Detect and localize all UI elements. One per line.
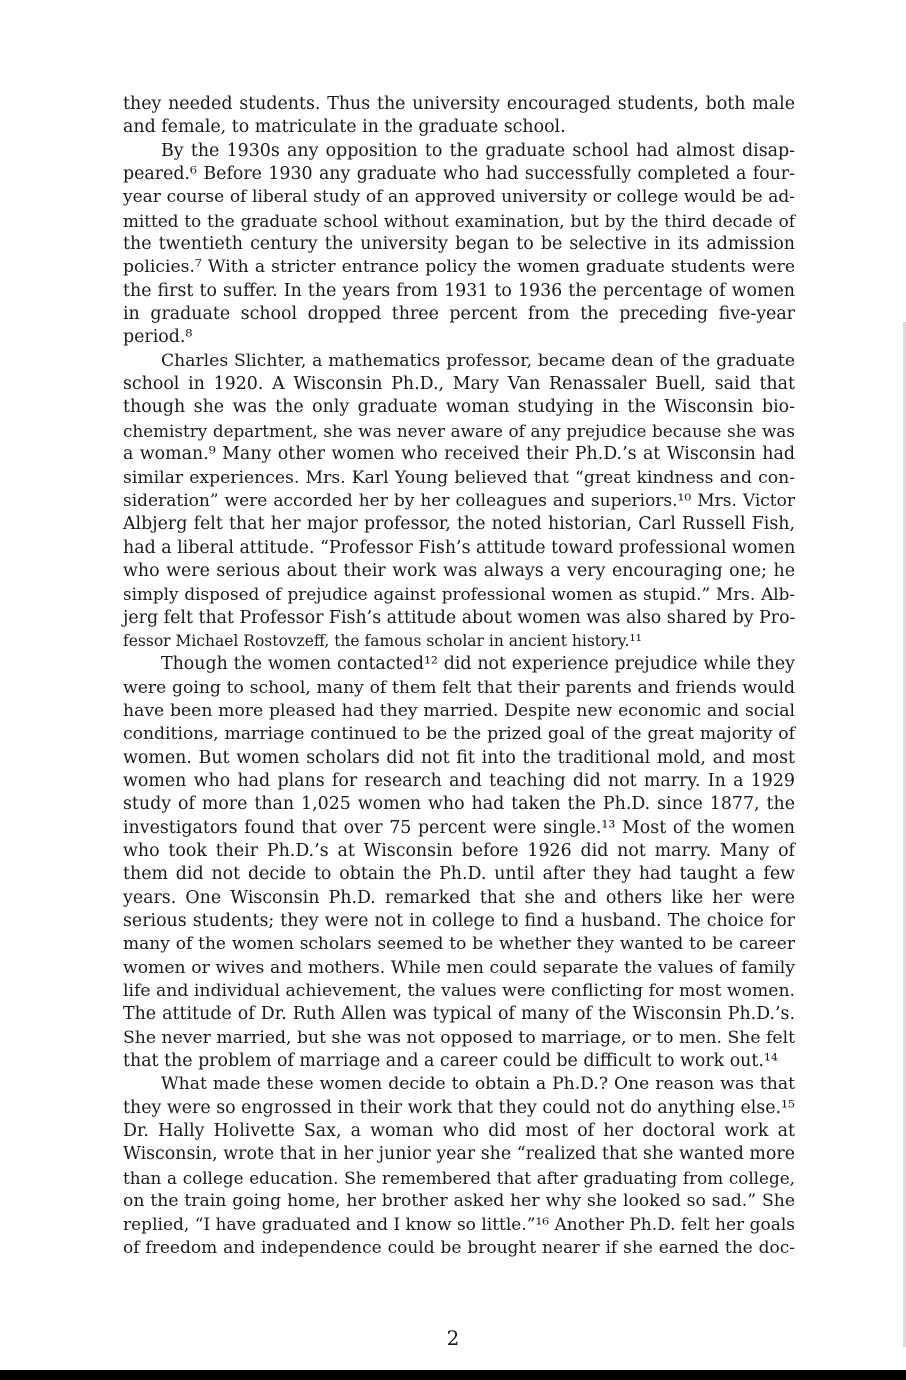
text-line: She never married, but she was not opposed to marriage, or to men. She felt xyxy=(123,1027,795,1048)
text-line: of freedom and independence could be brought nearer if she earned the doc- xyxy=(123,1237,795,1258)
text-line: who were serious about their work was always a very encouraging one; he xyxy=(123,560,795,581)
text-line: similar experiences. Mrs. Karl Young believed that “great kindness and con- xyxy=(123,467,795,488)
text-line: though she was the only graduate woman studying in the Wisconsin bio- xyxy=(123,397,795,418)
text-line: women who had plans for research and teaching did not marry. In a 1929 xyxy=(123,770,795,791)
text-line: Dr. Hally Holivette Sax, a woman who did most of her doctoral work at xyxy=(123,1121,795,1142)
text-line: school in 1920. A Wisconsin Ph.D., Mary Van Renassaler Buell, said that xyxy=(123,374,795,395)
text-line: who took their Ph.D.’s at Wisconsin before 1926 did not marry. Many of xyxy=(123,841,795,861)
text-line: in graduate school dropped three percent from the preceding five-year xyxy=(123,304,795,325)
text-line: have been more pleased had they married. Despite new economic and social xyxy=(123,700,795,721)
text-line: the twentieth century the university began to be selective in its admission xyxy=(123,234,795,255)
text-line: year course of liberal study of an approved university or college would be ad- xyxy=(123,187,795,208)
text-line: replied, “I have graduated and I know so little.”¹⁶ Another Ph.D. felt her goals xyxy=(123,1214,795,1235)
text-line: on the train going home, her brother asked her why she looked so sad.” She xyxy=(123,1191,795,1212)
text-line: years. One Wisconsin Ph.D. remarked that she and others like her were xyxy=(123,887,795,908)
text-line: Though the women contacted¹² did not experience prejudice while they xyxy=(161,654,795,675)
text-line: than a college education. She remembered that after graduating from college, xyxy=(123,1167,795,1188)
page-number: 2 xyxy=(446,1326,460,1350)
text-line: investigators found that over 75 percent were single.¹³ Most of the women xyxy=(123,817,795,838)
text-line: women or wives and mothers. While men could separate the values of family xyxy=(123,957,795,978)
text-line: policies.⁷ With a stricter entrance policy the women graduate students were xyxy=(123,257,795,278)
text-line: conditions, marriage continued to be the prized goal of the great majority of xyxy=(123,724,795,745)
text-line: a woman.⁹ Many other women who received their Ph.D.’s at Wisconsin had xyxy=(123,444,795,465)
text-line: had a liberal attitude. “Professor Fish’s attitude toward professional women xyxy=(123,537,796,558)
text-line: By the 1930s any opposition to the graduate school had almost disap- xyxy=(161,140,795,161)
text-line: peared.⁶ Before 1930 any graduate who had successfully completed a four- xyxy=(123,164,795,185)
text-line: period.⁸ xyxy=(123,327,193,348)
page-body-text xyxy=(123,93,795,1260)
text-line: they were so engrossed in their work that they could not do anything else.¹⁵ xyxy=(123,1097,795,1118)
text-line: mitted to the graduate school without examination, but by the third decade of xyxy=(123,210,795,231)
text-line: women. But women scholars did not fit into the traditional mold, and most xyxy=(123,747,795,768)
text-line: serious students; they were not in college to find a husband. The choice for xyxy=(123,911,795,932)
text-line: sideration” were accorded her by her colleagues and superiors.¹⁰ Mrs. Victor xyxy=(123,490,795,511)
text-line: chemistry department, she was never aware of any prejudice because she was xyxy=(123,420,795,441)
text-line: Albjerg felt that her major professor, the noted historian, Carl Russell Fish, xyxy=(123,514,795,535)
text-line: jerg felt that Professor Fish’s attitude about women was also shared by Pro- xyxy=(123,607,796,628)
text-line: simply disposed of prejudice against professional women as stupid.” Mrs. Alb- xyxy=(123,584,795,605)
text-line: they needed students. Thus the university encouraged students, both male xyxy=(123,94,795,114)
text-line: were going to school, many of them felt that their parents and friends would xyxy=(123,677,795,698)
text-line: fessor Michael Rostovzeff, the famous scholar in ancient history.¹¹ xyxy=(123,631,642,650)
text-line: study of more than 1,025 women who had taken the Ph.D. since 1877, the xyxy=(123,794,795,815)
text-line: them did not decide to obtain the Ph.D. until after they had taught a few xyxy=(123,864,795,885)
scan-bottom-border xyxy=(0,1370,906,1380)
text-line: the first to suffer. In the years from 1931 to 1936 the percentage of women xyxy=(123,280,795,301)
text-line: many of the women scholars seemed to be whether they wanted to be career xyxy=(123,934,795,955)
text-line: that the problem of marriage and a career could be difficult to work out.¹⁴ xyxy=(123,1051,778,1072)
text-line: life and individual achievement, the values were conflicting for most women. xyxy=(123,981,795,1002)
text-line: Wisconsin, wrote that in her junior year she “realized that she wanted more xyxy=(123,1144,795,1165)
text-line: What made these women decide to obtain a Ph.D.? One reason was that xyxy=(161,1074,795,1095)
text-line: and female, to matriculate in the graduate school. xyxy=(123,117,566,138)
text-line: The attitude of Dr. Ruth Allen was typical of many of the Wisconsin Ph.D.’s. xyxy=(123,1004,795,1025)
text-line: Charles Slichter, a mathematics professor, became dean of the graduate xyxy=(161,350,795,371)
